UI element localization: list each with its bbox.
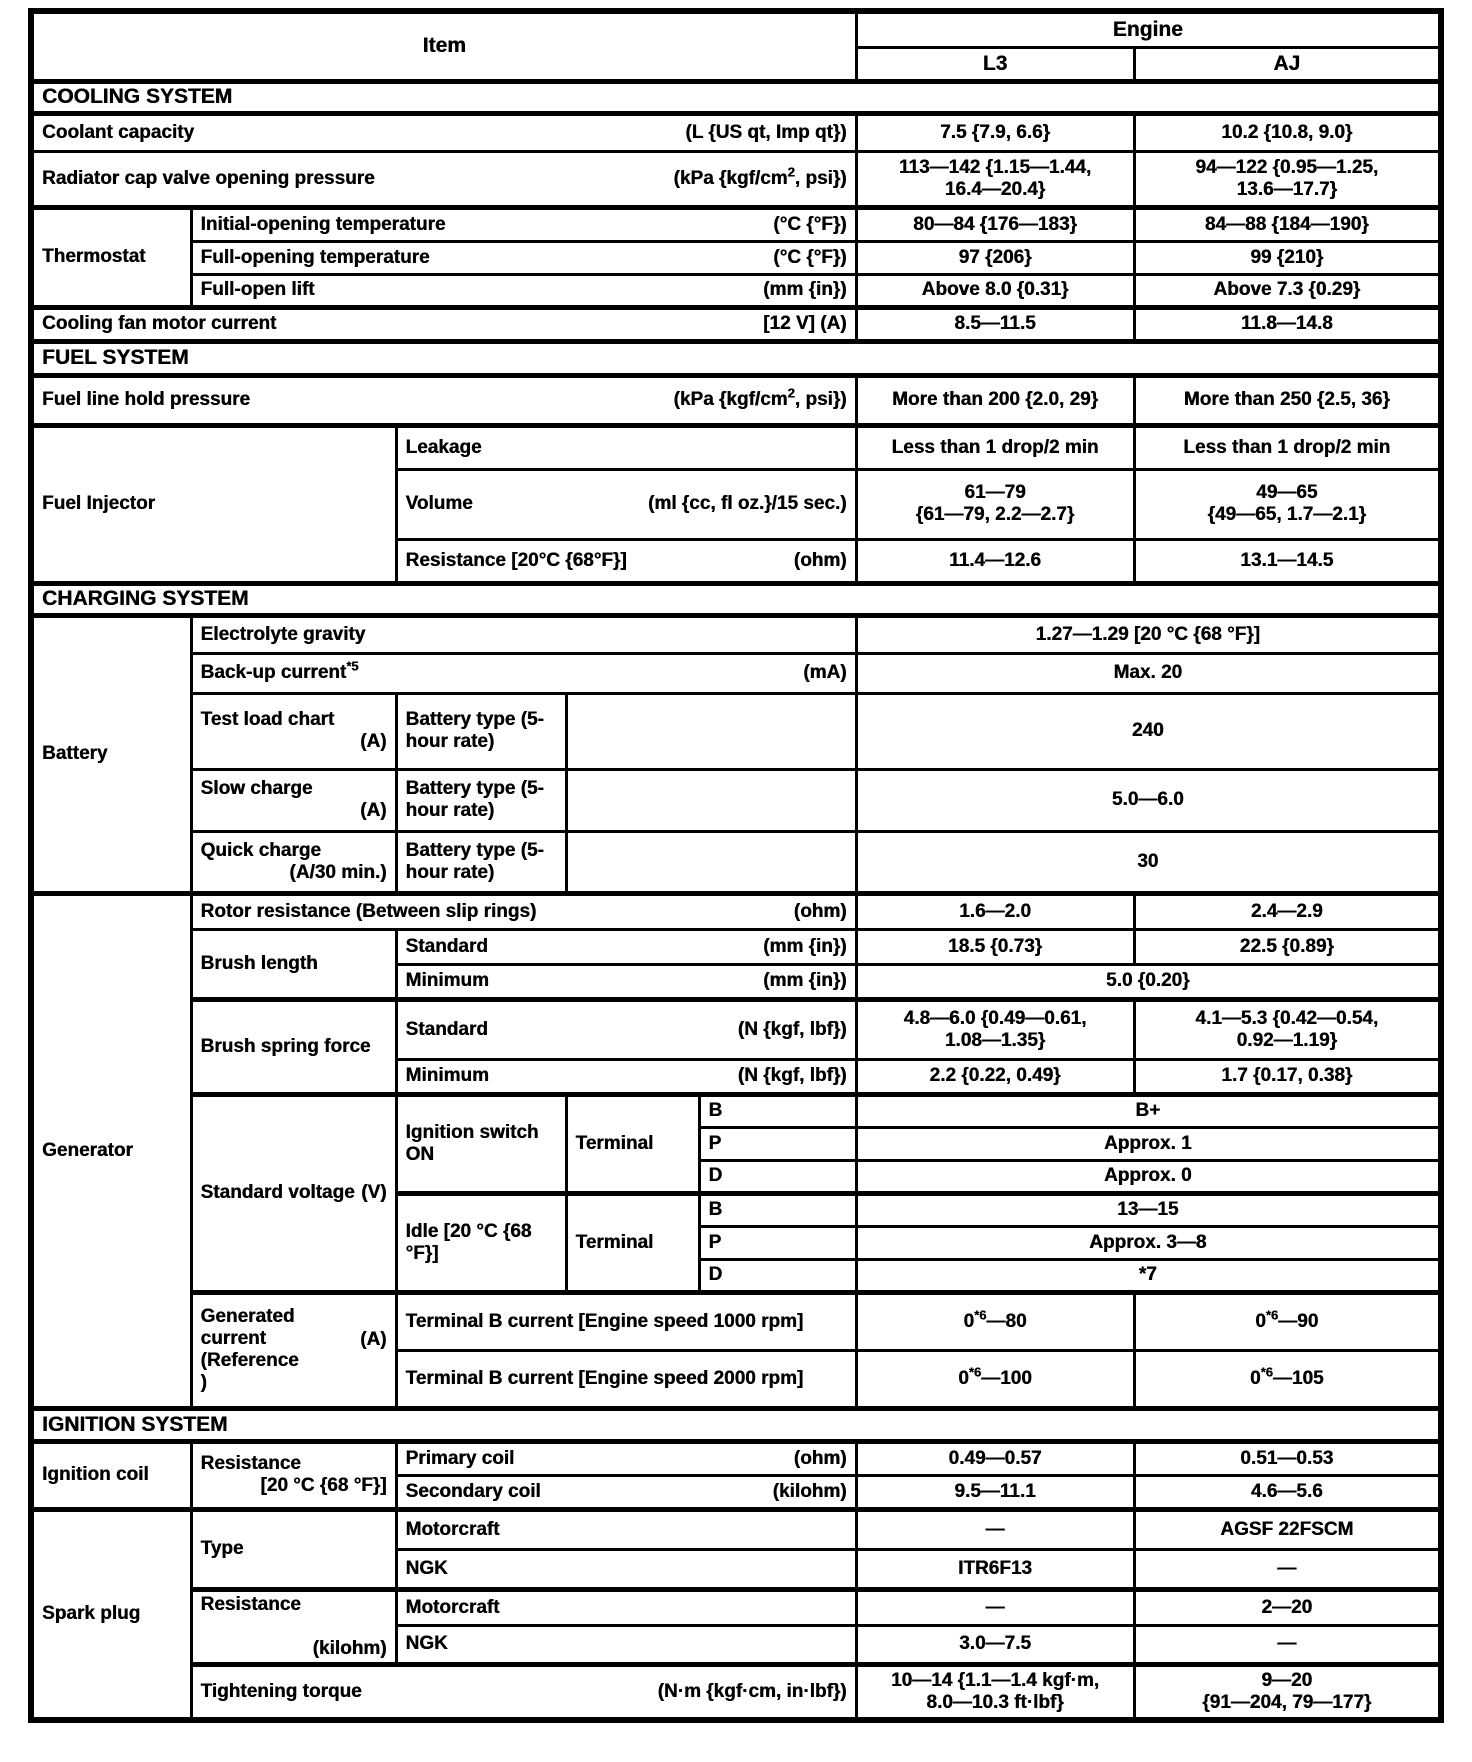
spark-res-ngk-l3: 3.0—7.5 [856, 1625, 1134, 1664]
rotor-resistance-l3: 1.6—2.0 [856, 893, 1134, 929]
brush-spring-min-aj: 1.7 {0.17, 0.38} [1134, 1059, 1441, 1094]
coil-resistance-label: Resistance [20 °C {68 °F}] [191, 1441, 396, 1509]
spark-type-motorcraft-cell: Motorcraft [396, 1509, 856, 1549]
radiator-cap-cell [31, 151, 856, 207]
injector-leakage-aj: Less than 1 drop/2 min [1134, 425, 1441, 469]
tightening-torque-aj: 9—20 {91—204, 79—177} [1134, 1664, 1441, 1720]
section-cooling-title: COOLING SYSTEM [31, 81, 1441, 113]
row-thermostat-full-opening [31, 241, 1441, 274]
coolant-capacity-unit: (L {US qt, Imp qt}) [685, 121, 847, 143]
brush-length-min-cell: Minimum (mm {in}) [396, 964, 856, 999]
thermostat-lift-aj: Above 7.3 {0.29} [1134, 274, 1441, 307]
fuel-injector-group-label: Fuel Injector [31, 425, 396, 583]
engine-column-header: Engine [856, 11, 1441, 47]
terminal-d: D [699, 1259, 856, 1292]
test-load-value: 240 [856, 693, 1441, 769]
secondary-coil-cell: Secondary coil (kilohm) [396, 1475, 856, 1509]
row-thermostat-initial [31, 207, 1441, 241]
spark-type-ngk-aj: — [1134, 1549, 1441, 1589]
section-ignition-title: IGNITION SYSTEM [31, 1408, 1441, 1441]
fuel-line-cell: Fuel line hold pressure (kPa {$kgf/cm^2$, psi}) [31, 375, 856, 425]
spark-type-ngk-l3: ITR6F13 [856, 1549, 1134, 1589]
generator-group-label: Generator [31, 893, 191, 1408]
row-cooling-fan-current [31, 307, 1441, 341]
brush-spring-min-l3: 2.2 {0.22, 0.49} [856, 1059, 1134, 1094]
section-fuel-title: FUEL SYSTEM [31, 341, 1441, 375]
secondary-coil-aj: 4.6—5.6 [1134, 1475, 1441, 1509]
thermostat-full-l3: 97 {206} [856, 241, 1134, 274]
backup-current-value: Max. 20 [856, 653, 1441, 693]
test-load-battery-type: Battery type (5-hour rate) [396, 693, 566, 769]
terminal-b: B [699, 1193, 856, 1226]
brush-length-std-aj: 22.5 {0.89} [1134, 929, 1441, 964]
ignon-d-value: Approx. 0 [856, 1160, 1441, 1193]
gen-current-2000-l3: 0$^{*6}$—100 [856, 1350, 1134, 1408]
slow-charge-cell: Slow charge (A) [191, 769, 396, 831]
row-battery-backup-current [31, 653, 1441, 693]
spark-type-motorcraft-aj: AGSF 22FSCM [1134, 1509, 1441, 1549]
brush-spring-std-cell: Standard (N {kgf, lbf}) [396, 999, 856, 1059]
spark-res-ngk-aj: — [1134, 1625, 1441, 1664]
row-brush-length-standard [31, 929, 1441, 964]
footnote-6: *6 [974, 1307, 987, 1323]
injector-resistance-aj: 13.1—14.5 [1134, 539, 1441, 583]
rotor-resistance-cell: Rotor resistance (Between slip rings) (ohm) [191, 893, 856, 929]
slow-charge-value: 5.0—6.0 [856, 769, 1441, 831]
quick-charge-cell: Quick charge (A/30 min.) [191, 831, 396, 893]
coolant-capacity-label: Coolant capacity [42, 121, 195, 143]
terminal-d: D [699, 1160, 856, 1193]
secondary-coil-l3: 9.5—11.1 [856, 1475, 1134, 1509]
thermostat-full-aj: 99 {210} [1134, 241, 1441, 274]
injector-leakage-cell: Leakage [396, 425, 856, 469]
thermostat-lift-l3: Above 8.0 {0.31} [856, 274, 1134, 307]
battery-group-label: Battery [31, 615, 191, 893]
test-load-cell: Test load chart (A) [191, 693, 396, 769]
section-cooling [31, 81, 1441, 113]
ignition-switch-on-label: Ignition switch ON [396, 1094, 566, 1193]
spark-res-motorcraft-aj: 2—20 [1134, 1589, 1441, 1625]
empty-cell [566, 769, 856, 831]
row-thermostat-lift [31, 274, 1441, 307]
thermostat-initial-cell: Initial-opening temperature (°C {°F}) [191, 207, 856, 241]
engine-l3-header: L3 [856, 47, 1134, 81]
terminal-p: P [699, 1127, 856, 1160]
empty-cell [566, 831, 856, 893]
row-fuel-line-pressure [31, 375, 1441, 425]
spark-res-ngk-cell: NGK [396, 1625, 856, 1664]
terminal-b: B [699, 1094, 856, 1127]
section-charging-title: CHARGING SYSTEM [31, 583, 1441, 615]
cooling-fan-cell: Cooling fan motor current [12 V] (A) [31, 307, 856, 341]
radiator-cap-l3: 113—142 {1.15—1.44, 16.4—20.4} [856, 151, 1134, 207]
radiator-cap-aj: 94—122 {0.95—1.25, 13.6—17.7} [1134, 151, 1441, 207]
terminal-p: P [699, 1226, 856, 1259]
generated-current-unit: (A) [360, 1328, 387, 1350]
tightening-torque-cell: Tightening torque (N·m {kgf·cm, in·lbf}) [191, 1664, 856, 1720]
section-fuel [31, 341, 1441, 375]
ignition-coil-group-label: Ignition coil [31, 1441, 191, 1509]
row-spark-res-motorcraft [31, 1589, 1441, 1625]
terminal-b-2000-cell: Terminal B current [Engine speed 2000 rpm] [396, 1350, 856, 1408]
row-voltage-ignon-b [31, 1094, 1441, 1127]
slow-charge-battery-type: Battery type (5-hour rate) [396, 769, 566, 831]
row-coil-primary [31, 1441, 1441, 1475]
brush-spring-std-l3: 4.8—6.0 {0.49—0.61, 1.08—1.35} [856, 999, 1134, 1059]
coolant-capacity-aj: 10.2 {10.8, 9.0} [1134, 113, 1441, 151]
rotor-resistance-aj: 2.4—2.9 [1134, 893, 1441, 929]
brush-spring-std-aj: 4.1—5.3 {0.42—0.54, 0.92—1.19} [1134, 999, 1441, 1059]
brush-length-label: Brush length [191, 929, 396, 999]
injector-volume-l3: 61—79 {61—79, 2.2—2.7} [856, 469, 1134, 539]
fuel-line-l3: More than 200 {2.0, 29} [856, 375, 1134, 425]
thermostat-initial-l3: 80—84 {176—183} [856, 207, 1134, 241]
ignon-p-value: Approx. 1 [856, 1127, 1441, 1160]
terminal-label: Terminal [566, 1094, 699, 1193]
row-battery-slow-charge [31, 769, 1441, 831]
brush-spring-min-cell: Minimum (N {kgf, lbf}) [396, 1059, 856, 1094]
cooling-fan-aj: 11.8—14.8 [1134, 307, 1441, 341]
spark-type-ngk-cell: NGK [396, 1549, 856, 1589]
cooling-fan-l3: 8.5—11.5 [856, 307, 1134, 341]
injector-resistance-cell: Resistance [20°C {68°F}] (ohm) [396, 539, 856, 583]
row-brush-spring-standard [31, 999, 1441, 1059]
row-battery-test-load [31, 693, 1441, 769]
primary-coil-l3: 0.49—0.57 [856, 1441, 1134, 1475]
footnote-6: *6 [1265, 1307, 1279, 1323]
brush-length-min-value: 5.0 {0.20} [856, 964, 1441, 999]
coolant-capacity-cell [31, 113, 856, 151]
section-ignition [31, 1408, 1441, 1441]
row-radiator-cap-pressure [31, 151, 1441, 207]
primary-coil-cell: Primary coil (ohm) [396, 1441, 856, 1475]
row-battery-quick-charge [31, 831, 1441, 893]
idle-b-value: 13—15 [856, 1193, 1441, 1226]
primary-coil-aj: 0.51—0.53 [1134, 1441, 1441, 1475]
engine-aj-header: AJ [1134, 47, 1441, 81]
empty-cell [566, 693, 856, 769]
spark-res-motorcraft-l3: — [856, 1589, 1134, 1625]
header-row-engine [31, 11, 1441, 47]
idle-label: Idle [20 °C {68 °F}] [396, 1193, 566, 1292]
row-spark-tightening-torque [31, 1664, 1441, 1720]
radiator-cap-label: Radiator cap valve opening pressure [42, 167, 375, 189]
spark-type-motorcraft-l3: — [856, 1509, 1134, 1549]
brush-length-std-l3: 18.5 {0.73} [856, 929, 1134, 964]
idle-p-value: Approx. 3—8 [856, 1226, 1441, 1259]
injector-volume-aj: 49—65 {49—65, 1.7—2.1} [1134, 469, 1441, 539]
generated-current-label: Generated current (Reference ) (A) [191, 1292, 396, 1408]
row-spark-type-motorcraft [31, 1509, 1441, 1549]
footnote-6: *6 [968, 1364, 982, 1380]
injector-resistance-l3: 11.4—12.6 [856, 539, 1134, 583]
thermostat-lift-cell: Full-open lift (mm {in}) [191, 274, 856, 307]
gen-current-2000-aj: 0$^{*6}$—105 [1134, 1350, 1441, 1408]
section-charging [31, 583, 1441, 615]
standard-voltage-label: Standard voltage (V) [191, 1094, 396, 1292]
thermostat-initial-aj: 84—88 {184—190} [1134, 207, 1441, 241]
spark-plug-group-label: Spark plug [31, 1509, 191, 1720]
brush-length-std-cell: Standard (mm {in}) [396, 929, 856, 964]
radiator-cap-unit: (kPa {$kgf/cm^2$, psi}) [673, 164, 847, 189]
footnote-6: *6 [1260, 1364, 1273, 1380]
electrolyte-cell: Electrolyte gravity [191, 615, 856, 653]
injector-leakage-l3: Less than 1 drop/2 min [856, 425, 1134, 469]
tightening-torque-l3: 10—14 {1.1—1.4 kgf·m, 8.0—10.3 ft·lbf} [856, 1664, 1134, 1720]
spark-res-motorcraft-cell: Motorcraft [396, 1589, 856, 1625]
row-generated-current-1000 [31, 1292, 1441, 1350]
backup-current-cell: Back-up current$^{*5}$ (mA) [191, 653, 856, 693]
electrolyte-value: 1.27—1.29 [20 °C {68 °F}] [856, 615, 1441, 653]
quick-charge-battery-type: Battery type (5-hour rate) [396, 831, 566, 893]
spark-type-label: Type [191, 1509, 396, 1589]
gen-current-1000-aj: 0$^{*6}$—90 [1134, 1292, 1441, 1350]
terminal-b-1000-cell: Terminal B current [Engine speed 1000 rpm] [396, 1292, 856, 1350]
brush-spring-label: Brush spring force [191, 999, 396, 1094]
gen-current-1000-l3: 0$^{*6}$—80 [856, 1292, 1134, 1350]
row-coolant-capacity [31, 113, 1441, 151]
engine-spec-table [28, 8, 1444, 1723]
coolant-capacity-l3: 7.5 {7.9, 6.6} [856, 113, 1134, 151]
ignon-b-value: B+ [856, 1094, 1441, 1127]
idle-d-value: *7 [856, 1259, 1441, 1292]
terminal-label: Terminal [566, 1193, 699, 1292]
fuel-line-aj: More than 250 {2.5, 36} [1134, 375, 1441, 425]
footnote-5: *5 [346, 658, 359, 674]
row-battery-electrolyte [31, 615, 1441, 653]
row-generator-rotor [31, 893, 1441, 929]
thermostat-full-cell: Full-opening temperature (°C {°F}) [191, 241, 856, 274]
injector-volume-cell: Volume (ml {cc, fl oz.}/15 sec.) [396, 469, 856, 539]
thermostat-group-label: Thermostat [31, 207, 191, 307]
row-injector-leakage [31, 425, 1441, 469]
item-column-header: Item [31, 11, 856, 81]
spark-resistance-label: Resistance (kilohm) [191, 1589, 396, 1664]
quick-charge-value: 30 [856, 831, 1441, 893]
